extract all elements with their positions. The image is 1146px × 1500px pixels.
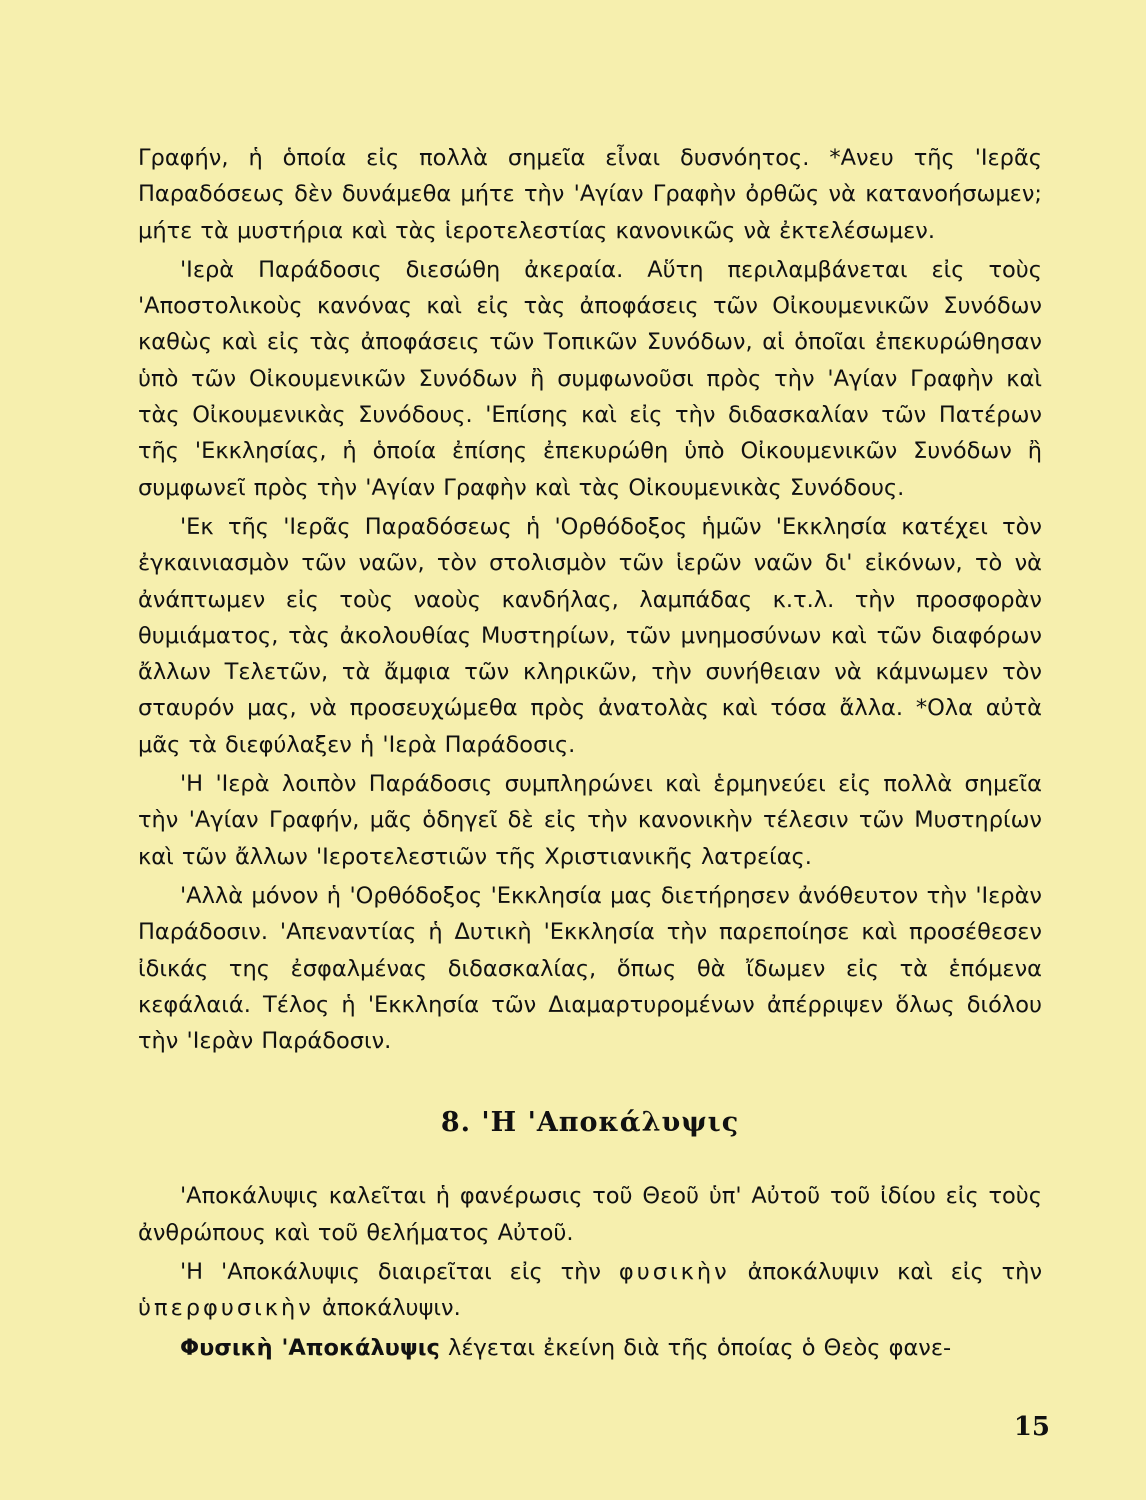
term-natural-revelation: Φυσικὴ 'Αποκάλυψις — [180, 1334, 440, 1361]
natural-revelation-text: λέγεται ἐκείνη διὰ τῆς ὁποίας ὁ Θεὸς φανε- — [448, 1334, 952, 1361]
section-heading: 8. 'Η 'Αποκάλυψις — [440, 1107, 740, 1139]
paragraph-continued: Γραφήν, ἡ ὁποία εἰς πολλὰ σημεῖα εἶναι δυσνόητος. *Ανευ τῆς 'Ιερᾶς Παραδόσεως δὲν δυνάμεθα μήτε τὴν 'Αγίαν Γραφὴν ὀρθῶς νὰ κατανοήσωμεν; μήτε τὰ μυστήρια καὶ τὰς ἱεροτελεστίας κανονικῶς νὰ ἐκτελέσωμεν. — [138, 145, 1042, 244]
division-text-c: ἀποκάλυψιν. — [322, 1295, 461, 1322]
paragraph-revelation-definition: 'Αποκάλυψις καλεῖται ἡ φανέρωσις τοῦ Θεοῦ ὑπ' Αὐτοῦ τοῦ ἰδίου εἰς τοὺς ἀνθρώπους καὶ τοῦ θελήματος Αὐτοῦ. — [138, 1183, 1042, 1246]
division-text-a: 'Η 'Αποκάλυψις διαιρεῖται εἰς τὴν — [180, 1259, 601, 1286]
term-natural: φυσικὴν — [618, 1259, 730, 1286]
paragraph-tradition-completes: 'Η 'Ιερὰ λοιπὸν Παράδοσις συμπληρώνει καὶ ἑρμηνεύει εἰς πολλὰ σημεῖα τὴν 'Αγίαν Γραφήν, μᾶς ὁδηγεῖ δὲ εἰς τὴν κανονικὴν τέλεσιν τῶν Μυστηρίων καὶ τῶν ἄλλων 'Ιεροτελεστιῶν τῆς Χριστιανικῆς λατρείας. — [138, 771, 1042, 870]
term-supernatural: ὑπερφυσικὴν — [138, 1295, 314, 1322]
page-body — [138, 140, 1042, 1369]
paragraph-tradition-practices: 'Εκ τῆς 'Ιερᾶς Παραδόσεως ἡ 'Ορθόδοξος ἡμῶν 'Εκκλησία κατέχει τὸν ἐγκαινιασμὸν τῶν ναῶν, τὸν στολισμὸν τῶν ἱερῶν ναῶν δι' εἰκόνων, τὸ νὰ ἀνάπτωμεν εἰς τοὺς ναοὺς κανδήλας, λαμπάδας κ.τ.λ. τὴν προσφορὰν θυμιάματος, τὰς ἀκολουθίας Μυστηρίων, τῶν μνημοσύνων καὶ τῶν διαφόρων ἄλλων Τελετῶν, τὰ ἄμφια τῶν κληρικῶν, τὴν συνήθειαν νὰ κάμνωμεν τὸν σταυρόν μας, νὰ προσευχώμεθα πρὸς ἀνατολὰς καὶ τόσα ἄλλα. *Ολα αὐτὰ μᾶς τὰ διεφύλαξεν ἡ 'Ιερὰ Παράδοσις. — [138, 513, 1042, 758]
paragraph-sacred-tradition-sources: 'Ιερὰ Παράδοσις διεσώθη ἀκεραία. Αὕτη περιλαμβάνεται εἰς τοὺς 'Αποστολικοὺς κανόνας καὶ εἰς τὰς ἀποφάσεις τῶν Οἰκουμενικῶν Συνόδων καθὼς καὶ εἰς τὰς ἀποφάσεις τῶν Τοπικῶν Συνόδων, αἱ ὁποῖαι ἐπεκυρώθησαν ὑπὸ τῶν Οἰκουμενικῶν Συνόδων ἢ συμφωνοῦσι πρὸς τὴν 'Αγίαν Γραφὴν καὶ τὰς Οἰκουμενικὰς Συνόδους. 'Επίσης καὶ εἰς τὴν διδασκαλίαν τῶν Πατέρων τῆς 'Εκκλησίας, ἡ ὁποία ἐπίσης ἐπεκυρώθη ὑπὸ Οἰκουμενικῶν Συνόδων ἢ συμφωνεῖ πρὸς τὴν 'Αγίαν Γραφὴν καὶ τὰς Οἰκουμενικὰς Συνόδους. — [138, 256, 1042, 501]
division-text-b: ἀποκάλυψιν καὶ εἰς τὴν — [747, 1259, 1043, 1286]
paragraph-revelation-division — [138, 1254, 1042, 1327]
paragraph-orthodox-preserved: 'Αλλὰ μόνον ἡ 'Ορθόδοξος 'Εκκλησία μας διετήρησεν ἀνόθευτον τὴν 'Ιερὰν Παράδοσιν. 'Απεναντίας ἡ Δυτικὴ 'Εκκλησία τὴν παρεποίησε καὶ προσέθεσεν ἰδικάς της ἐσφαλμένας διδασκαλίας, ὅπως θὰ ἴδωμεν εἰς τὰ ἑπόμενα κεφάλαιά. Τέλος ἡ 'Εκκλησία τῶν Διαμαρτυρομένων ἀπέρριψεν ὅλως διόλου τὴν 'Ιερὰν Παράδοσιν. — [138, 882, 1042, 1055]
paragraph-natural-revelation — [138, 1330, 1042, 1366]
page-number: 15 — [1013, 1412, 1050, 1442]
